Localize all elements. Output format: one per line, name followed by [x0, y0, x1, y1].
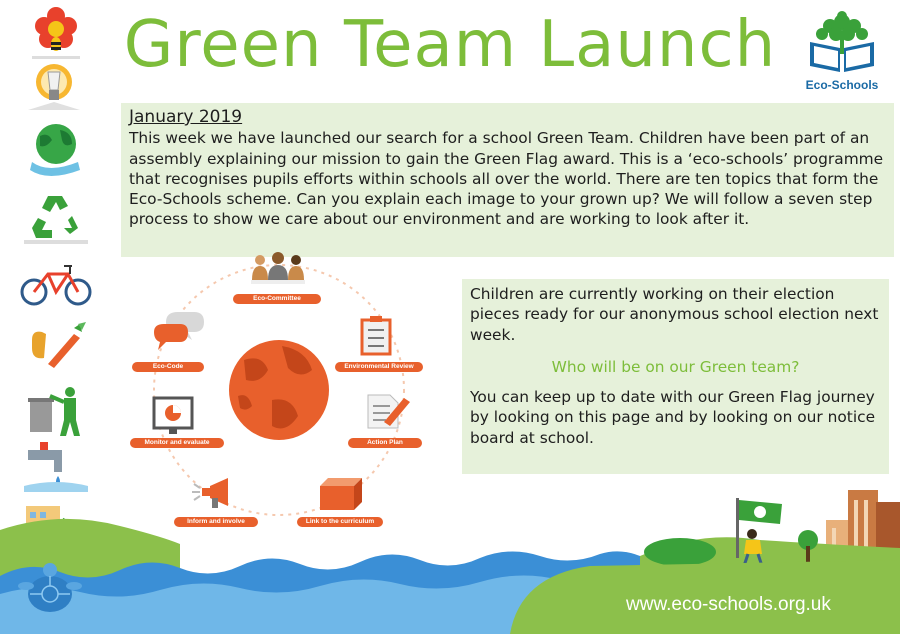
people-icon: [251, 252, 305, 284]
litter-icon: [18, 382, 94, 440]
green-team-question: Who will be on our Green team?: [551, 357, 800, 376]
keep-up-to-date-paragraph: You can keep up to date with our Green Flag journey by looking on this page and by looking on our notice board at school.: [470, 388, 876, 447]
logo-text: Eco-Schools: [805, 78, 879, 92]
stage-label-eco-committee: Eco-Committee: [233, 294, 321, 304]
tree-book-icon: [796, 8, 888, 78]
waste-icon: [18, 188, 94, 246]
clipboard-icon: [362, 316, 390, 354]
stage-label-environmental-review: Environmental Review: [335, 362, 423, 372]
election-paragraph: Children are currently working on their election pieces ready for our anonymous school election next week.: [470, 285, 879, 344]
election-info-box: [462, 279, 889, 474]
healthy-living-icon: [18, 318, 94, 376]
stage-label-eco-code: Eco-Code: [132, 362, 204, 372]
speech-bubbles-icon: [154, 312, 204, 350]
eco-schools-logo: [796, 8, 888, 94]
stage-label-action-plan: Action Plan: [348, 438, 422, 448]
globe-icon: [229, 340, 329, 440]
intro-box: [121, 103, 894, 257]
document-pencil-icon: [368, 395, 410, 428]
water-icon: [18, 436, 94, 494]
stage-label-inform-and-involve: Inform and involve: [174, 517, 258, 527]
monitor-icon: [154, 398, 192, 434]
website-url: www.eco-schools.org.uk: [626, 594, 831, 615]
stage-label-monitor-and-evaluate: Monitor and evaluate: [130, 438, 224, 448]
transport-icon: [18, 254, 94, 312]
intro-date: January 2019: [129, 107, 243, 127]
seven-step-cycle: [122, 250, 432, 530]
page-title: Green Team Launch: [123, 8, 777, 82]
intro-text: This week we have launched our search for a school Green Team. Children have been part of an assembly explaining our mission to gain the Green Flag award. This is a ‘eco-schools’ programme that recognises pupils efforts within schools all over the world. There are ten topics that form the Eco-Schools scheme. Can you explain each image to your grown up? We will follow a seven step process to show we care about our environment and are working to look after it.: [129, 129, 884, 229]
stage-label-link-to-curriculum: Link to the curriculum: [297, 517, 383, 527]
energy-icon: [18, 62, 94, 120]
biodiversity-icon: [18, 4, 94, 62]
global-citizenship-icon: [18, 122, 94, 180]
